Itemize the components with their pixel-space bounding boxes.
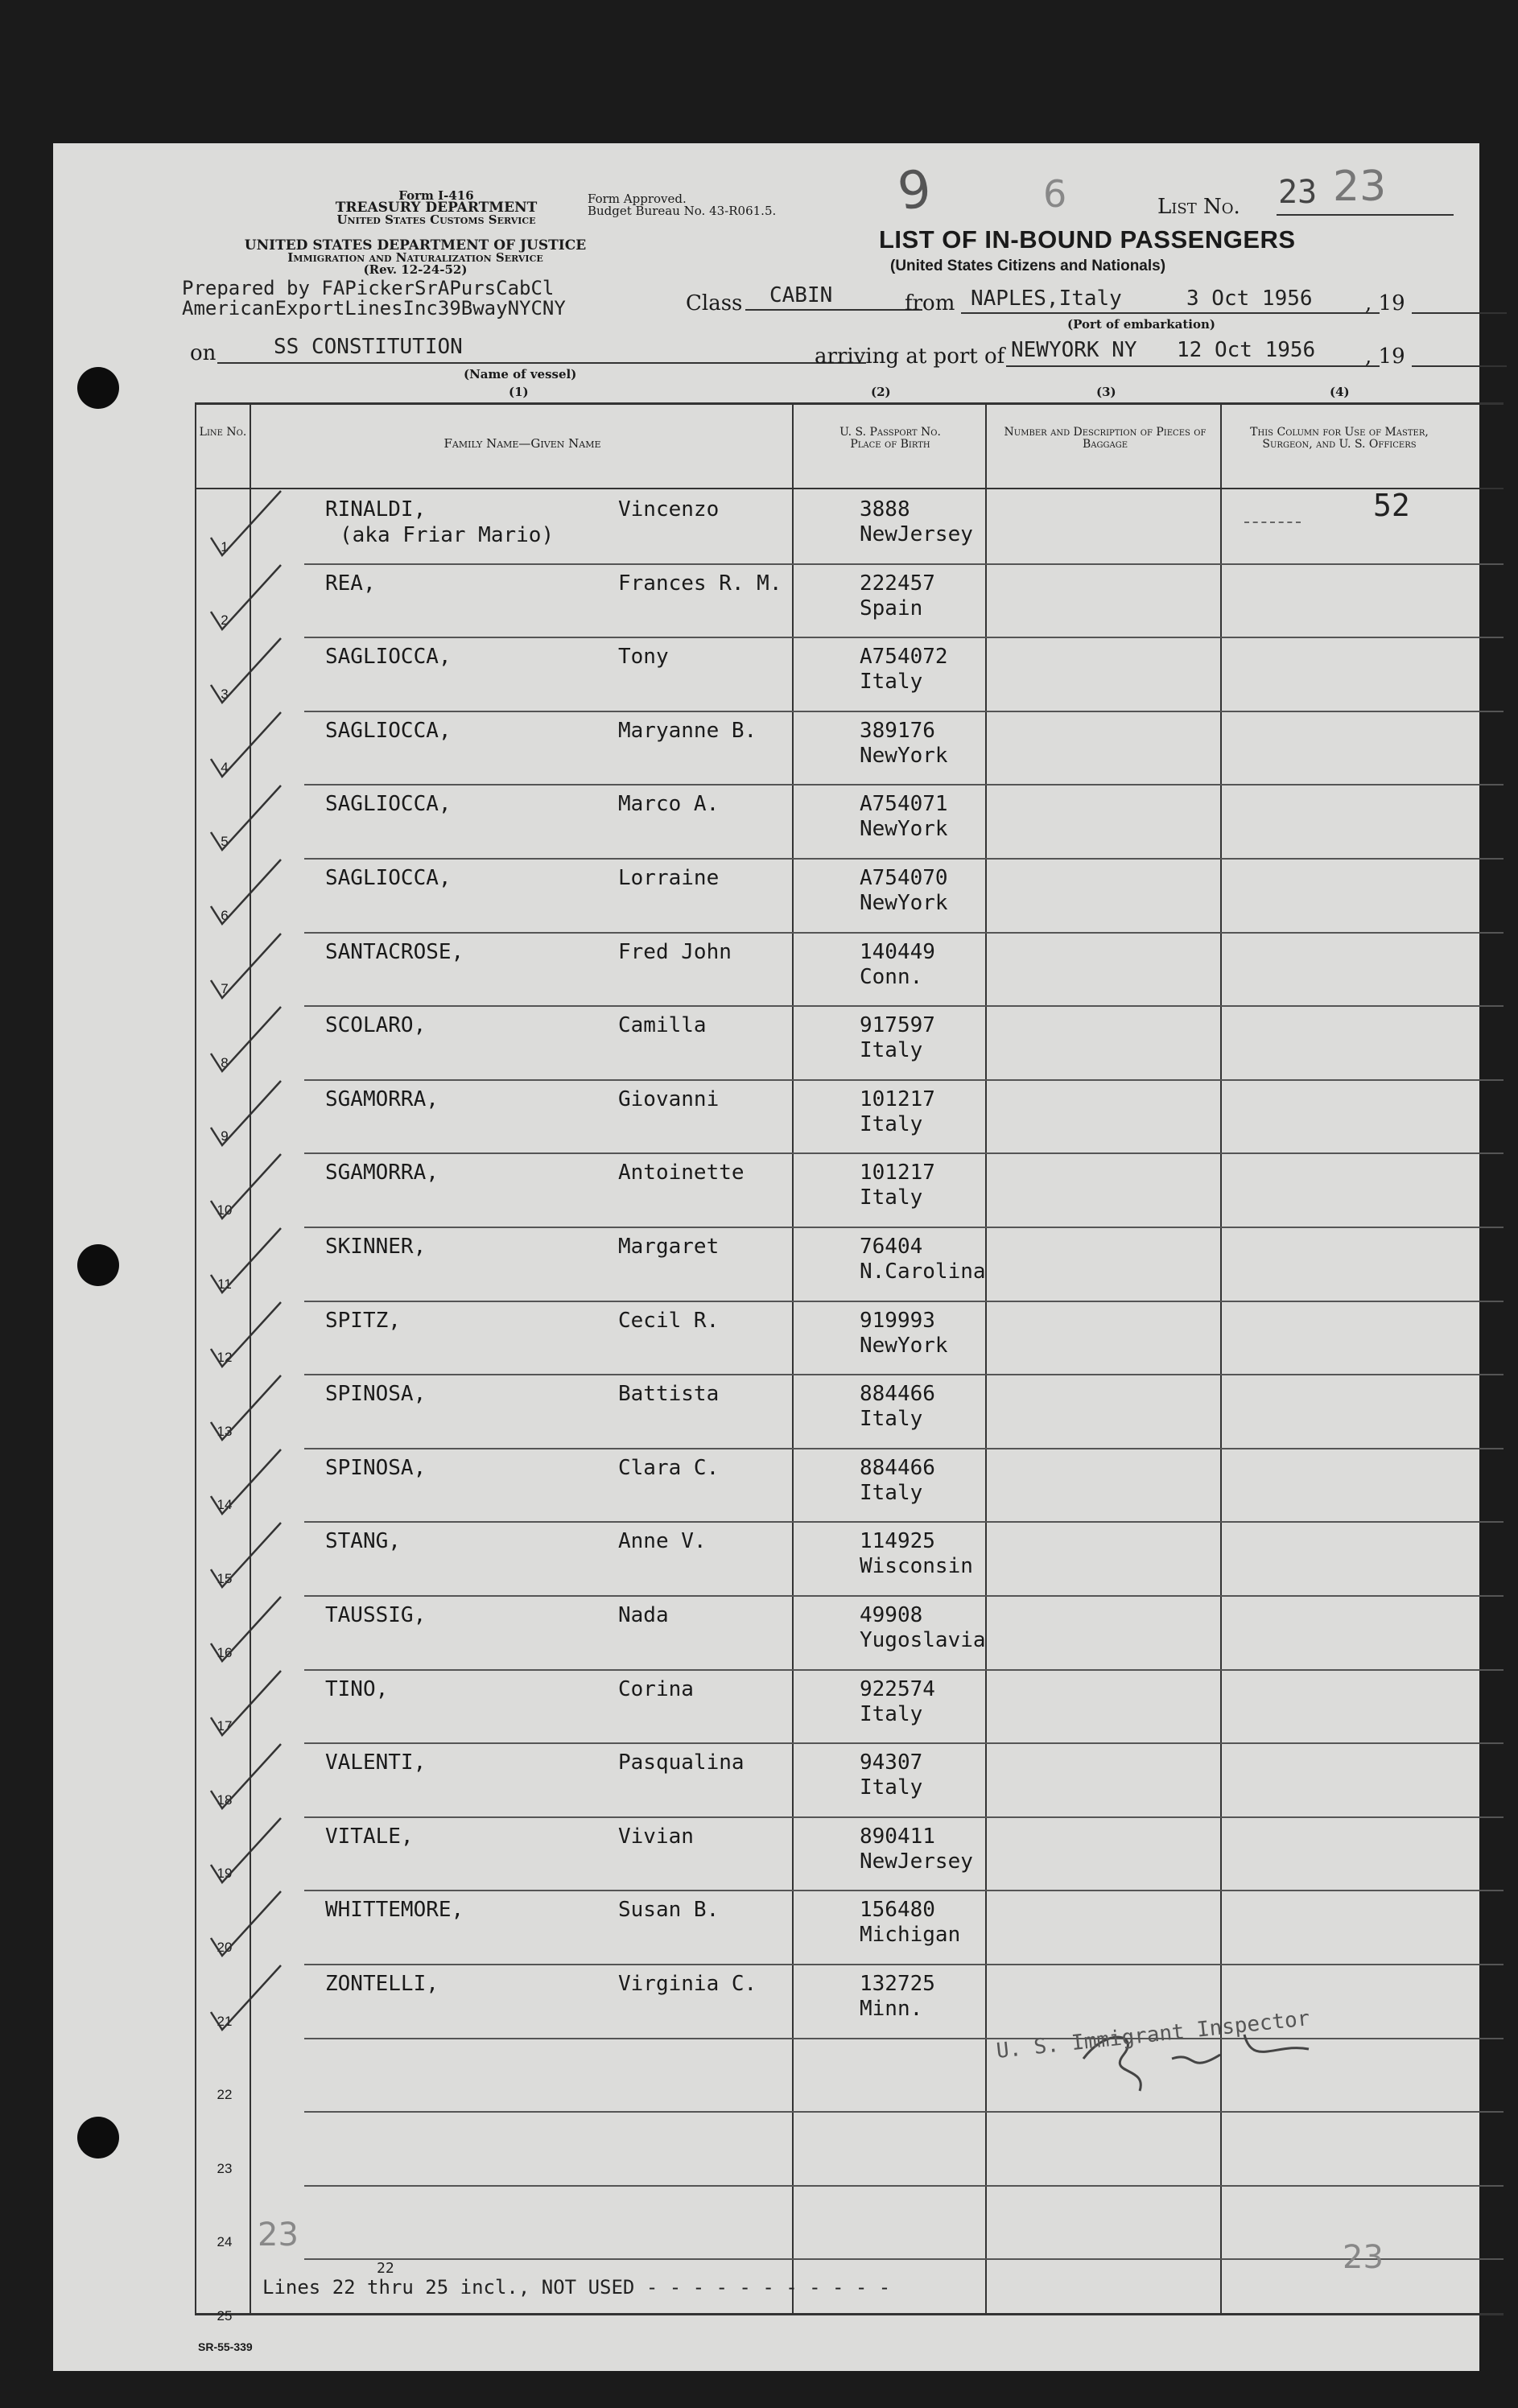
check-mark-icon	[204, 703, 293, 783]
inspector-stamp: U. S. Immigrant Inspector	[995, 2006, 1311, 2064]
family-name: WHITTEMORE,	[325, 1898, 464, 1922]
class-value: CABIN	[769, 283, 833, 307]
given-name: Giovanni	[618, 1087, 720, 1111]
class-label: Class	[686, 291, 743, 315]
given-name: Frances R. M.	[618, 571, 782, 596]
passport-cell	[860, 1825, 973, 1874]
family-name: SAGLIOCCA,	[325, 645, 452, 669]
passport-cell	[860, 792, 948, 842]
family-name: SAGLIOCCA,	[325, 719, 452, 743]
family-name: SGAMORRA,	[325, 1087, 439, 1111]
row-divider	[304, 563, 1504, 565]
row-divider	[304, 784, 1504, 785]
list-no-value: 23	[1278, 174, 1318, 211]
vessel-caption: (Name of vessel)	[464, 367, 577, 381]
given-name: Corina	[618, 1677, 694, 1701]
family-name: SKINNER,	[325, 1235, 427, 1259]
col-num-1: (1)	[509, 385, 529, 399]
row-divider	[304, 1742, 1504, 1744]
row-divider	[304, 858, 1504, 860]
given-name: Camilla	[618, 1013, 707, 1037]
passport-cell	[860, 645, 948, 695]
row-divider	[304, 1521, 1504, 1523]
place-of-birth: Michigan	[860, 1923, 961, 1947]
line-number: 16	[217, 1645, 233, 1660]
given-name: Clara C.	[618, 1456, 720, 1480]
col-header-line-no: Line No.	[199, 426, 247, 439]
passport-cell	[860, 1529, 973, 1579]
family-name: STANG,	[325, 1529, 401, 1553]
place-of-birth: Italy	[860, 1185, 923, 1210]
treasury-dept: TREASURY DEPARTMENT	[335, 200, 538, 216]
passport-number: 76404	[860, 1235, 923, 1259]
passport-number: 49908	[860, 1603, 923, 1627]
year-prefix-2: , 19	[1365, 344, 1405, 369]
check-mark-icon	[204, 481, 293, 562]
place-of-birth: Wisconsin	[860, 1554, 973, 1578]
family-name: TINO,	[325, 1677, 389, 1701]
line-number: 11	[217, 1276, 232, 1292]
prepared-by-line1: Prepared by FAPickerSrAPursCabCl	[182, 277, 555, 299]
passport-number: 884466	[860, 1382, 935, 1406]
passport-cell	[860, 1235, 986, 1284]
passport-number: 114925	[860, 1529, 935, 1553]
line-number: 15	[217, 1571, 233, 1586]
given-name: Susan B.	[618, 1898, 720, 1922]
punch-hole	[77, 1244, 119, 1286]
pencil-mark-6: 6	[1043, 172, 1067, 216]
place-of-birth: Italy	[860, 1775, 923, 1800]
passport-cell	[860, 1161, 935, 1210]
officer-count: 52	[1373, 488, 1410, 523]
passport-cell	[860, 1087, 935, 1137]
arrival-port: NEWYORK NY	[1011, 338, 1137, 362]
given-name: Maryanne B.	[618, 719, 757, 743]
passport-cell	[860, 940, 935, 990]
row-divider	[304, 1152, 1504, 1154]
passport-number: 140449	[860, 940, 935, 964]
line-number: 20	[217, 1940, 233, 1955]
given-name: Anne V.	[618, 1529, 707, 1553]
list-no-label: List No.	[1157, 195, 1240, 219]
given-name: Margaret	[618, 1235, 720, 1259]
passport-cell	[860, 1972, 935, 2022]
row-divider	[304, 1448, 1504, 1449]
justice-dept: UNITED STATES DEPARTMENT OF JUSTICE	[244, 237, 587, 254]
row-divider	[304, 1227, 1504, 1228]
check-mark-icon	[204, 1956, 293, 2036]
line-number: 14	[217, 1497, 233, 1512]
line-number: 9	[221, 1128, 229, 1144]
place-of-birth: Conn.	[860, 965, 923, 989]
passport-number: 890411	[860, 1825, 935, 1849]
row-divider	[304, 1669, 1504, 1671]
place-of-birth: Italy	[860, 1481, 923, 1505]
family-name: REA,	[325, 571, 376, 596]
passport-number: 919993	[860, 1309, 935, 1333]
row-divider	[304, 1079, 1504, 1081]
check-mark-icon	[204, 1218, 293, 1299]
passport-number: 3888	[860, 497, 910, 522]
family-name: SAGLIOCCA,	[325, 866, 452, 890]
place-of-birth: NewYork	[860, 1334, 948, 1358]
given-name: Vivian	[618, 1825, 694, 1849]
port-caption: (Port of embarkation)	[1067, 317, 1215, 332]
passport-cell	[860, 497, 973, 547]
check-mark-icon	[204, 997, 293, 1078]
table-top-border	[195, 402, 1504, 405]
line-number: 8	[221, 1055, 229, 1070]
year-prefix-1: , 19	[1365, 291, 1405, 315]
family-name: VALENTI,	[325, 1750, 427, 1775]
on-label: on	[190, 341, 217, 365]
col-header-baggage: Number and Description of Pieces of Baggage	[1004, 426, 1207, 451]
check-mark-icon	[204, 1661, 293, 1742]
punch-hole	[77, 367, 119, 409]
passport-cell	[860, 719, 948, 769]
given-name: Vincenzo	[618, 497, 720, 522]
passport-cell	[860, 1309, 948, 1359]
customs-service: United States Customs Service	[336, 212, 536, 227]
check-mark-icon	[204, 776, 293, 856]
check-mark-icon	[204, 1071, 293, 1152]
passport-number: 922574	[860, 1677, 935, 1701]
page-subtitle: (United States Citizens and Nationals)	[890, 258, 1166, 274]
row-divider	[304, 1595, 1504, 1597]
line-number: 2	[221, 612, 229, 628]
check-mark-icon	[204, 1587, 293, 1668]
passport-cell	[860, 1456, 935, 1506]
check-mark-icon	[204, 1734, 293, 1815]
col-num-2: (2)	[871, 385, 891, 399]
place-of-birth: Italy	[860, 1038, 923, 1062]
family-name: SPINOSA,	[325, 1456, 427, 1480]
place-of-birth: Italy	[860, 670, 923, 694]
pencil-mark-9: 9	[894, 159, 935, 223]
col-num-4: (4)	[1330, 385, 1350, 399]
place-of-birth: N.Carolina	[860, 1260, 986, 1284]
passport-number: 101217	[860, 1161, 935, 1185]
line-number: 1	[221, 539, 229, 555]
form-approved: Form Approved.	[588, 192, 687, 206]
passport-number: A754072	[860, 645, 948, 669]
place-of-birth: NewYork	[860, 744, 948, 768]
row-divider	[304, 711, 1504, 712]
pencil-23-left: 23	[258, 2216, 299, 2253]
check-mark-icon	[204, 850, 293, 930]
passport-cell	[860, 1898, 960, 1948]
passport-number: 94307	[860, 1750, 923, 1775]
col-header-officers: This Column for Use of Master, Surgeon, and U. S. Officers	[1250, 426, 1429, 451]
check-mark-icon	[204, 1513, 293, 1594]
line-number: 5	[221, 834, 229, 849]
given-name: Lorraine	[618, 866, 720, 890]
check-mark-icon	[204, 1366, 293, 1446]
check-mark-icon	[204, 555, 293, 636]
place-of-birth: NewJersey	[860, 522, 973, 546]
passport-cell	[860, 571, 935, 621]
arriving-label: arriving at port of	[815, 344, 1005, 369]
row-divider	[304, 1890, 1504, 1891]
place-of-birth: NewJersey	[860, 1849, 973, 1874]
place-of-birth: NewYork	[860, 891, 948, 915]
given-name: Fred John	[618, 940, 732, 964]
check-mark-icon	[204, 1144, 293, 1225]
line-number: 22	[217, 2087, 233, 2102]
row-divider	[304, 932, 1504, 934]
given-name: Nada	[618, 1603, 669, 1627]
line-number: 6	[221, 908, 229, 923]
check-mark-icon	[204, 1293, 293, 1373]
row-divider	[304, 1816, 1504, 1818]
document-page	[53, 143, 1479, 2371]
line-number: 21	[217, 2014, 233, 2029]
port-of-embarkation: NAPLES,Italy	[971, 287, 1122, 311]
ins-service: Immigration and Naturalization Service	[287, 250, 543, 265]
line-number: 18	[217, 1792, 233, 1808]
form-code: SR-55-339	[198, 2340, 253, 2353]
family-name: VITALE,	[325, 1825, 414, 1849]
embarkation-date: 3 Oct 1956	[1186, 287, 1313, 311]
from-label: from	[905, 291, 955, 315]
line-number: 17	[217, 1718, 233, 1734]
line-number: 7	[221, 981, 229, 996]
given-name: Antoinette	[618, 1161, 745, 1185]
place-of-birth: Italy	[860, 1407, 923, 1431]
line-number: 25	[217, 2308, 233, 2323]
list-no-pencil: 23	[1333, 163, 1387, 211]
given-name: Virginia C.	[618, 1972, 757, 1996]
pencil-23-right: 23	[1343, 2239, 1384, 2276]
col-header-name: Family Name—Given Name	[443, 436, 601, 451]
passport-cell	[860, 866, 948, 916]
passport-number: 222457	[860, 571, 935, 596]
line-number: 24	[217, 2234, 233, 2249]
line-number: 10	[217, 1202, 233, 1218]
footer-superscript: 22	[377, 2260, 394, 2277]
passport-number: A754071	[860, 792, 948, 816]
family-name: ZONTELLI,	[325, 1972, 439, 1996]
arrival-date: 12 Oct 1956	[1177, 338, 1316, 362]
family-name: SAGLIOCCA,	[325, 792, 452, 816]
form-number: Form I-416	[398, 188, 474, 203]
check-mark-icon	[204, 629, 293, 709]
given-name: Pasqualina	[618, 1750, 745, 1775]
place-of-birth: Minn.	[860, 1997, 923, 2021]
passport-number: 101217	[860, 1087, 935, 1111]
family-name: SPINOSA,	[325, 1382, 427, 1406]
check-mark-icon	[204, 924, 293, 1004]
given-name: Marco A.	[618, 792, 720, 816]
given-name: Cecil R.	[618, 1309, 720, 1333]
place-of-birth: Spain	[860, 596, 923, 621]
family-name: SPITZ,	[325, 1309, 401, 1333]
table-header-border	[195, 488, 1504, 489]
family-name: SCOLARO,	[325, 1013, 427, 1037]
row-divider	[304, 2111, 1504, 2113]
passport-number: 389176	[860, 719, 935, 743]
passport-cell	[860, 1750, 922, 1800]
row-divider	[304, 1005, 1504, 1007]
given-name: Tony	[618, 645, 669, 669]
check-mark-icon	[204, 1882, 293, 1962]
passport-cell	[860, 1603, 986, 1653]
line-number: 19	[217, 1866, 233, 1881]
line-number: 23	[217, 2161, 233, 2176]
alias-note: (aka Friar Mario)	[340, 523, 555, 547]
place-of-birth: Italy	[860, 1702, 923, 1726]
line-number: 13	[217, 1424, 233, 1439]
row-divider	[304, 1374, 1504, 1375]
family-name: SGAMORRA,	[325, 1161, 439, 1185]
row-divider	[304, 637, 1504, 638]
row-divider	[304, 2185, 1504, 2187]
row-divider	[304, 1301, 1504, 1302]
col-header-passport: U. S. Passport No. Place of Birth	[839, 426, 941, 451]
footer-not-used: Lines 22 thru 25 incl., NOT USED - - - - - - - - - - -	[262, 2276, 891, 2299]
table-bottom-border	[195, 2313, 1504, 2315]
vessel-name: SS CONSTITUTION	[274, 335, 463, 359]
prepared-by-line2: AmericanExportLinesInc39BwayNYCNY	[182, 297, 566, 320]
row-divider	[304, 2258, 1504, 2260]
place-of-birth: Yugoslavia	[860, 1628, 986, 1652]
budget-bureau: Budget Bureau No. 43-R061.5.	[588, 204, 777, 218]
page-title: LIST OF IN-BOUND PASSENGERS	[879, 225, 1296, 254]
col-num-3: (3)	[1096, 385, 1116, 399]
passport-cell	[860, 1013, 935, 1063]
passport-number: 132725	[860, 1972, 935, 1996]
passport-number: 917597	[860, 1013, 935, 1037]
given-name: Battista	[618, 1382, 720, 1406]
passport-number: 156480	[860, 1898, 935, 1922]
place-of-birth: NewYork	[860, 817, 948, 841]
place-of-birth: Italy	[860, 1112, 923, 1136]
family-name: SANTACROSE,	[325, 940, 464, 964]
family-name: RINALDI,	[325, 497, 427, 522]
form-revision: (Rev. 12-24-52)	[363, 262, 468, 277]
line-number: 4	[221, 760, 229, 775]
passport-cell	[860, 1382, 935, 1432]
check-mark-icon	[204, 1808, 293, 1889]
family-name: TAUSSIG,	[325, 1603, 427, 1627]
passport-cell	[860, 1677, 935, 1727]
passport-number: A754070	[860, 866, 948, 890]
line-number: 12	[217, 1350, 233, 1365]
row-divider	[304, 1964, 1504, 1965]
check-mark-icon	[204, 1440, 293, 1520]
line-number: 3	[221, 687, 229, 702]
passport-number: 884466	[860, 1456, 935, 1480]
punch-hole	[77, 2117, 119, 2159]
